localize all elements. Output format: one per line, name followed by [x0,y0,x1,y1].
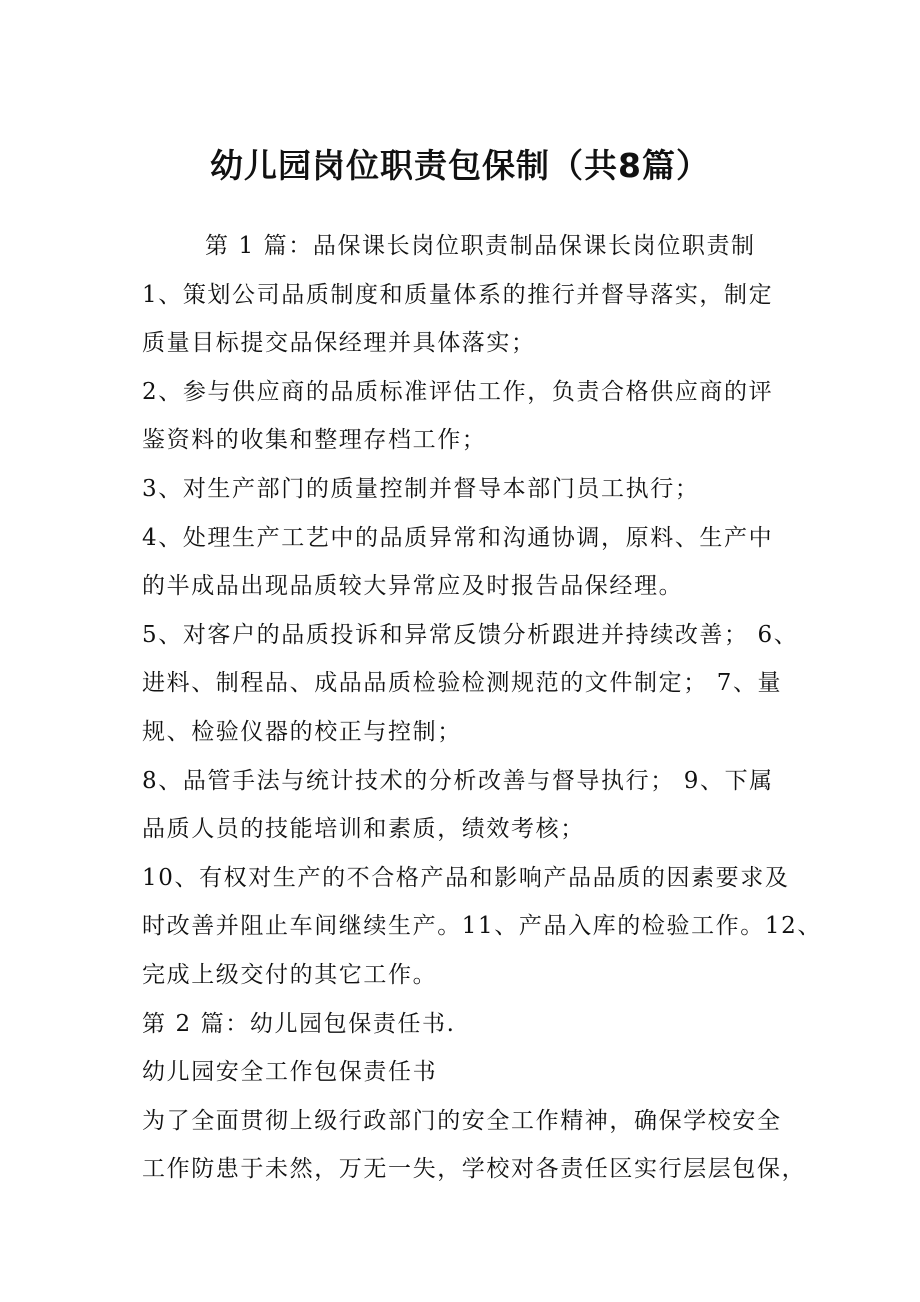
paragraph-line: 3、对生产部门的质量控制并督导本部门员工执行； [142,475,700,502]
paragraph-line: 完成上级交付的其它工作。 [142,961,438,988]
paragraph-line: 的半成品出现品质较大异常应及时报告品保经理。 [142,573,684,600]
section-2-heading: 第 2 篇：幼儿园包保责任书. [142,1010,456,1037]
paragraph-line: 1、策划公司品质制度和质量体系的推行并督导落实，制定 [142,281,774,308]
paragraph-line: 质量目标提交品保经理并具体落实； [142,330,536,357]
paragraph-line: 2、参与供应商的品质标准评估工作，负责合格供应商的评 [142,378,774,405]
subheading: 幼儿园安全工作包保责任书 [142,1059,438,1086]
paragraph-line: 进料、制程品、成品品质检验检测规范的文件制定； 7、量 [142,670,783,697]
paragraph-line: 4、处理生产工艺中的品质异常和沟通协调，原料、生产中 [142,524,774,551]
paragraph-line: 时改善并阻止车间继续生产。11、产品入库的检验工作。12、 [142,913,822,940]
paragraph-line: 8、品管手法与统计技术的分析改善与督导执行； 9、下属 [142,767,774,794]
paragraph-line: 品质人员的技能培训和素质，绩效考核； [142,816,585,843]
paragraph-line: 规、检验仪器的校正与控制； [142,718,462,745]
paragraph-line: 鉴资料的收集和整理存档工作； [142,427,487,454]
paragraph-line: 5、对客户的品质投诉和异常反馈分析跟进并持续改善； 6、 [142,621,799,648]
document-body [142,222,822,1194]
paragraph-line: 10、有权对生产的不合格产品和影响产品品质的因素要求及 [142,864,790,891]
paragraph-line: 为了全面贯彻上级行政部门的安全工作精神，确保学校安全 [142,1107,782,1134]
document-title: 幼儿园岗位职责包保制（共8篇） [210,146,710,185]
paragraph-line: 工作防患于未然，万无一失，学校对各责任区实行层层包保， [142,1156,807,1183]
section-1-heading: 第 1 篇：品保课长岗位职责制品保课长岗位职责制 [205,233,756,259]
